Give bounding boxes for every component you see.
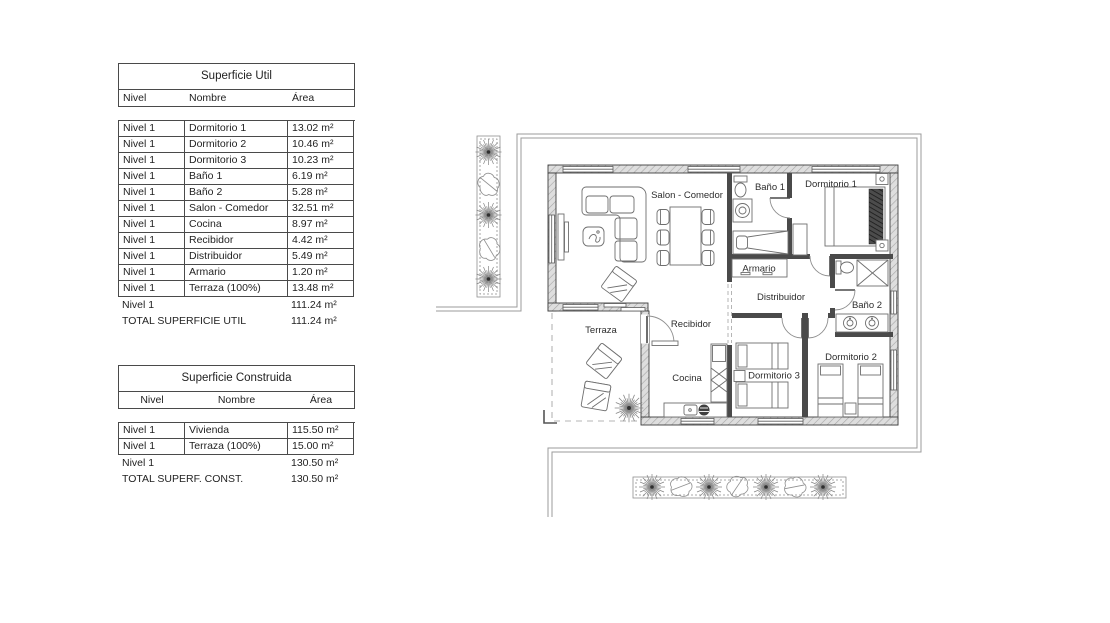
single-bed [858, 364, 883, 417]
bottom-planter [633, 473, 846, 501]
left-planter [476, 136, 502, 297]
cell-area: 115.50 m² [288, 423, 354, 439]
cell-nivel: Nivel 1 [119, 153, 185, 169]
single-bed [736, 343, 788, 369]
cell-area: 8.97 m² [288, 217, 354, 233]
living-room-furniture [558, 187, 714, 302]
room-label-armario: Armario [742, 263, 776, 275]
cell-nivel: Nivel 1 [119, 249, 185, 265]
column-header-nombre: Nombre [217, 394, 256, 406]
cell-area: 4.42 m² [288, 233, 354, 249]
room-label-bano2: Baño 2 [851, 300, 883, 311]
cell-area: 10.46 m² [288, 137, 354, 153]
cell-nivel: Nivel 1 [119, 281, 185, 297]
plant-burst-icon [810, 474, 836, 500]
cell-nombre: Dormitorio 2 [185, 137, 288, 153]
cell-area: 1.20 m² [288, 265, 354, 281]
cell-nivel: Nivel 1 [119, 185, 185, 201]
dormitorio3-door-icon [782, 318, 802, 338]
cell-nivel: Nivel 1 [119, 137, 185, 153]
cell-nombre: Vivienda [185, 423, 288, 439]
cell-nombre: Terraza (100%) [185, 439, 288, 455]
bathroom2-fixtures [836, 260, 888, 332]
dining-table [670, 207, 701, 265]
cell-nombre: Distribuidor [185, 249, 288, 265]
cell-nombre: Dormitorio 3 [185, 153, 288, 169]
room-label-dormitorio3: Dormitorio 3 [748, 370, 800, 382]
subtotal-value: 111.24 m² [291, 299, 337, 311]
cell-nivel: Nivel 1 [119, 423, 185, 439]
room-label-recibidor: Recibidor [670, 319, 712, 330]
cell-area: 5.28 m² [288, 185, 354, 201]
cell-nombre: Salon - Comedor [185, 201, 288, 217]
dormitorio2-door-icon [808, 318, 828, 338]
sofa [582, 187, 646, 262]
room-label-bano1: Baño 1 [754, 182, 786, 193]
room-label-cocina: Cocina [672, 373, 702, 384]
cell-area: 13.02 m² [288, 121, 354, 137]
subtotal-value: 130.50 m² [291, 457, 339, 469]
column-header-area: Área [292, 92, 315, 104]
kitchen-sink [684, 405, 697, 415]
table-title: Superficie Construida [118, 365, 355, 392]
hall-console [652, 341, 678, 346]
cell-nombre: Baño 1 [185, 169, 288, 185]
single-bed [818, 364, 843, 417]
cell-nombre: Baño 2 [185, 185, 288, 201]
subtotal-label: Nivel 1 [122, 457, 155, 469]
cell-nivel: Nivel 1 [119, 439, 185, 455]
nightstand [845, 403, 856, 414]
side-table [583, 227, 604, 246]
cell-nivel: Nivel 1 [119, 233, 185, 249]
column-header-nombre: Nombre [189, 92, 227, 104]
cell-nivel: Nivel 1 [119, 265, 185, 281]
tv-unit [558, 214, 564, 260]
cell-nivel: Nivel 1 [119, 169, 185, 185]
cell-area: 6.19 m² [288, 169, 354, 185]
bush-icon [667, 474, 694, 500]
column-header-nivel: Nivel [140, 394, 164, 406]
toilet-icon [734, 176, 747, 182]
kitchen-tall-unit [711, 344, 727, 402]
plant-burst-icon [476, 266, 502, 292]
cell-area: 10.23 m² [288, 153, 354, 169]
bush-icon [477, 236, 502, 262]
cell-area: 32.51 m² [288, 201, 354, 217]
plant-burst-icon [639, 474, 665, 500]
cell-nombre: Terraza (100%) [185, 281, 288, 297]
room-label-distribuidor: Distribuidor [756, 292, 806, 303]
single-bed [736, 382, 788, 408]
bathtub-icon [733, 231, 788, 254]
plant-burst-icon [753, 474, 779, 500]
total-value: 111.24 m² [291, 315, 337, 327]
cell-nivel: Nivel 1 [119, 217, 185, 233]
cell-nombre: Dormitorio 1 [185, 121, 288, 137]
total-label: TOTAL SUPERFICIE UTIL [122, 315, 247, 327]
nightstand [734, 371, 745, 382]
room-label-dormitorio2: Dormitorio 2 [825, 352, 877, 363]
armchair [601, 266, 637, 302]
nightstand [876, 240, 888, 251]
cell-nivel: Nivel 1 [119, 201, 185, 217]
terrace-furniture [581, 343, 643, 423]
room-label-terraza: Terraza [585, 325, 617, 336]
room-label-salon: Salon - Comedor [651, 190, 723, 201]
plant-burst-icon [476, 202, 502, 228]
dormitorio1-door-icon [810, 256, 830, 276]
plant-burst-icon [476, 139, 502, 165]
column-header-nivel: Nivel [123, 92, 147, 104]
bano1-door-icon [770, 198, 790, 218]
wardrobe [793, 224, 807, 255]
table-title: Superficie Util [118, 63, 355, 90]
shower-icon [857, 260, 888, 286]
terrace-chair [581, 381, 611, 411]
cell-nivel: Nivel 1 [119, 121, 185, 137]
cell-nombre: Cocina [185, 217, 288, 233]
stove-icon [699, 405, 710, 416]
total-label: TOTAL SUPERF. CONST. [122, 473, 244, 485]
cell-nombre: Armario [185, 265, 288, 281]
subtotal-label: Nivel 1 [122, 299, 155, 311]
terrace-chair [586, 343, 622, 379]
cell-area: 15.00 m² [288, 439, 354, 455]
plant-burst-icon [696, 474, 722, 500]
dining-table-set [657, 207, 714, 266]
potted-plant-icon [615, 394, 644, 423]
bedroom2-furniture [818, 364, 883, 417]
nightstand [876, 174, 888, 185]
cell-nombre: Recibidor [185, 233, 288, 249]
cell-area: 5.49 m² [288, 249, 354, 265]
total-value: 130.50 m² [291, 473, 339, 485]
room-label-dormitorio1: Dormitorio 1 [805, 179, 857, 190]
cell-area: 13.48 m² [288, 281, 354, 297]
column-header-area: Área [309, 394, 333, 406]
